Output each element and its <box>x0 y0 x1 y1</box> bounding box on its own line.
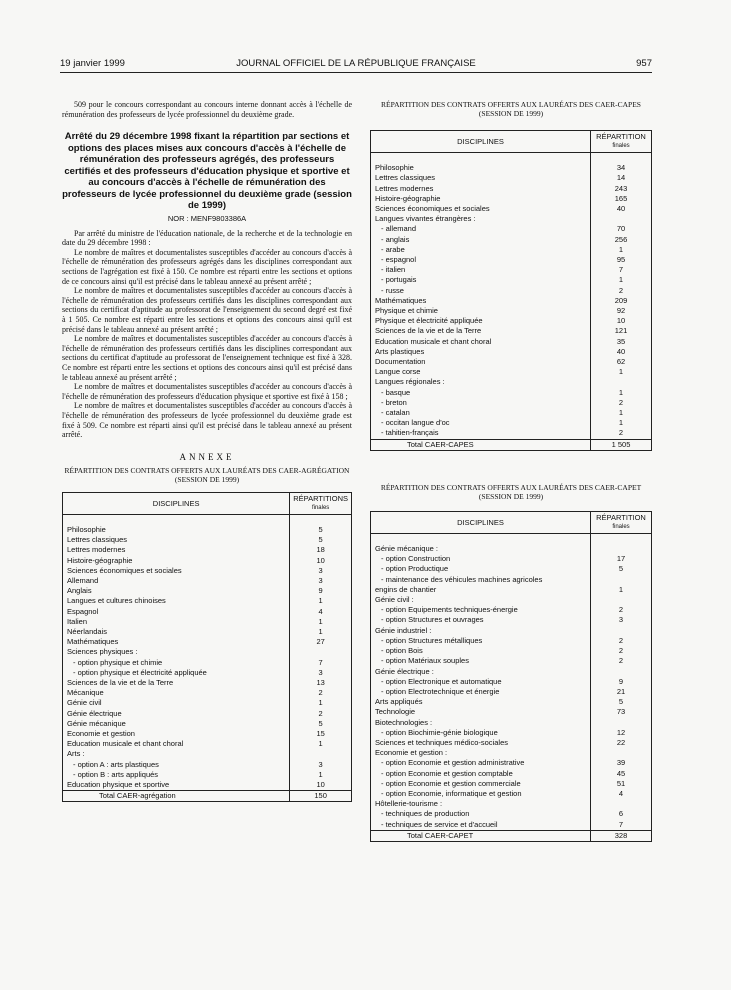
discipline-value: 2 <box>290 688 352 698</box>
agregation-body <box>63 514 352 802</box>
table-row <box>371 337 652 347</box>
table-row <box>371 626 652 636</box>
discipline-value: 1 <box>591 275 652 285</box>
table-row <box>63 770 352 780</box>
table-row <box>63 658 352 668</box>
table-row <box>63 678 352 688</box>
discipline-value <box>591 544 652 554</box>
page-number: 957 <box>636 58 652 69</box>
agregation-table-title: RÉPARTITION DES CONTRATS OFFERTS AUX LAURÉATS DES CAER-AGRÉGATION (SESSION DE 1999) <box>64 465 350 484</box>
table-row <box>371 163 652 173</box>
discipline-value: 10 <box>290 780 352 791</box>
discipline-value: 1 <box>290 627 352 637</box>
table-row <box>63 780 352 791</box>
discipline-label: - option Economie et gestion commerciale <box>381 778 521 788</box>
discipline-label: - portugais <box>381 275 417 285</box>
discipline-label: Génie mécanique : <box>375 544 438 554</box>
table-row <box>371 235 652 245</box>
discipline-value: 1 <box>290 617 352 627</box>
table-row <box>371 728 652 738</box>
discipline-value: 12 <box>591 728 652 738</box>
discipline-label: Biotechnologies : <box>375 717 433 727</box>
arrete-paragraph: Le nombre de maîtres et documentalistes susceptibles d'accéder au concours d'accès à l'échelle de rémunération des professeurs agrégés dans les disciplines correspondant aux sections de l'agrégation est fixé à 150. Ce nombre est réparti entre les sections et options de ce concours ainsi qu'il est précisé dans le tableau annexé au présent arrêté ; <box>62 247 352 286</box>
discipline-value: 21 <box>591 687 652 697</box>
discipline-label: - option Structures et ouvrages <box>381 615 484 625</box>
discipline-label: Economie et gestion <box>67 729 135 738</box>
discipline-label: - option physique et électricité appliquée <box>73 667 207 677</box>
discipline-label: - techniques de production <box>381 809 470 819</box>
discipline-label: Physique et électricité appliquée <box>375 316 483 326</box>
discipline-value: 5 <box>290 719 352 729</box>
capet-body <box>371 533 652 841</box>
discipline-label: Sciences de la vie et de la Terre <box>67 677 174 687</box>
discipline-label: - option Economie, informatique et gestion <box>381 788 522 798</box>
table-row <box>371 357 652 367</box>
discipline-value <box>591 667 652 677</box>
discipline-value: 15 <box>290 729 352 739</box>
arrete-paragraph: Le nombre de maîtres et documentalistes susceptibles d'accéder au concours d'accès à l'échelle de rémunération des professeurs de lycée professionnel du deuxième grade est fixé à 509. Ce nombre est réparti ainsi qu'il est précisé dans le tableau annexé au présent arrêté. <box>62 401 352 440</box>
discipline-label: - option Economie et gestion comptable <box>381 768 513 778</box>
discipline-label: Langues et cultures chinoises <box>67 596 166 606</box>
col-header-disciplines: DISCIPLINES <box>371 131 591 153</box>
table-row <box>63 760 352 770</box>
discipline-label: Langues vivantes étrangères : <box>375 214 476 224</box>
discipline-value: 2 <box>591 428 652 439</box>
table-row <box>371 245 652 255</box>
discipline-label: - option Structures métalliques <box>381 635 483 645</box>
discipline-value: 121 <box>591 326 652 336</box>
table-row <box>63 668 352 678</box>
annexe-heading: ANNEXE <box>179 451 235 462</box>
table-row <box>63 556 352 566</box>
table-row <box>371 605 652 615</box>
table-row <box>371 789 652 799</box>
discipline-label: - anglais <box>381 234 410 244</box>
table-row <box>371 306 652 316</box>
discipline-value: 35 <box>591 337 652 347</box>
table-row <box>63 749 352 759</box>
discipline-label: Génie électrique <box>67 708 122 718</box>
table-row <box>371 204 652 214</box>
table-row <box>371 667 652 677</box>
total-row <box>371 439 652 450</box>
arrete-title: Arrêté du 29 décembre 1998 fixant la répartition par sections et options des places mises aux concours d'accès à l'échelle de rémunération des professeurs agrégés, des professeurs certifiés et des professeurs d'éducation physique et sportive et au concours d'accès à l'échelle de rémunération des professeurs de lycée professionnel du deuxième grade (session de 1999) <box>62 131 352 212</box>
discipline-label: Italien <box>67 616 88 626</box>
discipline-label: Allemand <box>67 575 99 585</box>
discipline-value: 5 <box>591 564 652 574</box>
discipline-label: - option A : arts plastiques <box>73 759 159 769</box>
discipline-value: 2 <box>591 636 652 646</box>
table-row <box>371 595 652 605</box>
discipline-label: Néerlandais <box>67 626 108 636</box>
discipline-label: - tahitien-français <box>381 428 439 438</box>
issue-date: 19 janvier 1999 <box>60 58 125 69</box>
discipline-value: 4 <box>591 789 652 799</box>
discipline-value: 7 <box>591 265 652 275</box>
total-value: 1 505 <box>591 439 652 450</box>
discipline-value: 13 <box>290 678 352 688</box>
discipline-label: - espagnol <box>381 255 417 265</box>
discipline-label: Economie et gestion : <box>375 748 448 758</box>
discipline-value <box>591 748 652 758</box>
discipline-value: 165 <box>591 194 652 204</box>
discipline-label: Espagnol <box>67 606 99 616</box>
discipline-value: 5 <box>290 525 352 535</box>
discipline-value: 4 <box>290 607 352 617</box>
discipline-value: 1 <box>290 739 352 749</box>
table-row <box>63 637 352 647</box>
discipline-value: 1 <box>591 367 652 377</box>
discipline-value: 40 <box>591 204 652 214</box>
journal-title: JOURNAL OFFICIEL DE LA RÉPUBLIQUE FRANÇAISE <box>236 58 476 69</box>
discipline-value <box>591 575 652 585</box>
table-row <box>63 596 352 606</box>
table-row <box>63 709 352 719</box>
discipline-value: 3 <box>290 566 352 576</box>
table-row <box>371 428 652 439</box>
discipline-value: 3 <box>290 760 352 770</box>
discipline-value <box>591 626 652 636</box>
total-label: Total CAER-CAPES <box>371 439 591 450</box>
discipline-value: 27 <box>290 637 352 647</box>
discipline-label: - breton <box>381 397 407 407</box>
discipline-label: - option Productique <box>381 564 449 574</box>
capes-table-title: RÉPARTITION DES CONTRATS OFFERTS AUX LAURÉATS DES CAER-CAPES (SESSION DE 1999) <box>381 100 641 118</box>
discipline-value: 18 <box>290 545 352 555</box>
discipline-value: 5 <box>591 697 652 707</box>
discipline-label: Education physique et sportive <box>67 780 170 790</box>
discipline-label: Sciences économiques et sociales <box>67 565 182 575</box>
discipline-value: 14 <box>591 173 652 183</box>
discipline-label: Education musicale et chant choral <box>67 739 184 749</box>
discipline-label: - techniques de service et d'accueil <box>381 819 498 829</box>
table-row <box>371 347 652 357</box>
discipline-label: Sciences et techniques médico-sociales <box>375 737 508 747</box>
table-row <box>371 275 652 285</box>
discipline-label: - maintenance des véhicules machines agricoles <box>381 574 543 584</box>
discipline-label: - option physique et chimie <box>73 657 163 667</box>
discipline-label: - option B : arts appliqués <box>73 769 159 779</box>
total-row <box>63 791 352 802</box>
table-row <box>371 184 652 194</box>
table-row <box>371 575 652 585</box>
discipline-value: 1 <box>290 698 352 708</box>
discipline-label: Mathématiques <box>375 295 427 305</box>
discipline-value: 39 <box>591 758 652 768</box>
table-row <box>371 377 652 387</box>
table-row <box>371 687 652 697</box>
discipline-label: - option Construction <box>381 554 451 564</box>
arrete-paragraph: Par arrêté du ministre de l'éducation nationale, de la recherche et de la technologie en date du 29 décembre 1998 : <box>62 228 352 248</box>
discipline-label: - allemand <box>381 224 417 234</box>
discipline-label: - option Economie et gestion administrative <box>381 758 525 768</box>
discipline-value: 10 <box>591 316 652 326</box>
discipline-value: 62 <box>591 357 652 367</box>
total-value: 150 <box>290 791 352 802</box>
capet-table-title: RÉPARTITION DES CONTRATS OFFERTS AUX LAURÉATS DES CAER-CAPET (SESSION DE 1999) <box>380 482 642 501</box>
table-row <box>63 729 352 739</box>
table-row <box>63 617 352 627</box>
discipline-value: 9 <box>591 677 652 687</box>
discipline-value <box>591 799 652 809</box>
discipline-value <box>591 718 652 728</box>
discipline-label: Histoire-géographie <box>67 555 133 565</box>
total-row <box>371 830 652 841</box>
discipline-label: Physique et chimie <box>375 306 438 316</box>
table-row <box>371 769 652 779</box>
table-row <box>371 615 652 625</box>
discipline-label: Génie industriel : <box>375 625 432 635</box>
discipline-label: Arts plastiques <box>375 346 425 356</box>
discipline-value: 70 <box>591 224 652 234</box>
intro-paragraph: 509 pour le concours correspondant au concours interne donnant accès à l'échelle de rémunération des professeurs de lycée professionnel du deuxième grade. <box>62 100 352 119</box>
col-header-disciplines: DISCIPLINES <box>371 511 591 533</box>
discipline-label: - basque <box>381 387 411 397</box>
col-header-repartition: RÉPARTITION finales <box>591 511 652 533</box>
discipline-label: Philosophie <box>67 524 106 534</box>
discipline-label: - option Bois <box>381 646 423 656</box>
table-row <box>371 265 652 275</box>
discipline-label: - option Electronique et automatique <box>381 676 502 686</box>
capes-body <box>371 153 652 451</box>
discipline-label: Langue corse <box>375 367 421 377</box>
right-column <box>370 100 652 842</box>
table-row <box>371 326 652 336</box>
table-row <box>371 636 652 646</box>
discipline-value: 2 <box>591 286 652 296</box>
discipline-value: 2 <box>591 656 652 666</box>
discipline-value: 9 <box>290 586 352 596</box>
table-row <box>371 758 652 768</box>
table-row <box>63 688 352 698</box>
header-rule <box>60 72 652 73</box>
table-row <box>371 809 652 819</box>
discipline-value: 10 <box>290 556 352 566</box>
discipline-label: - catalan <box>381 408 410 418</box>
table-row <box>63 545 352 555</box>
table-row <box>371 656 652 666</box>
table-row <box>371 585 652 595</box>
discipline-value: 1 <box>591 585 652 595</box>
discipline-value: 34 <box>591 163 652 173</box>
table-row <box>371 296 652 306</box>
discipline-label: Mécanique <box>67 688 104 698</box>
col-header-repartitions: RÉPARTITIONS finales <box>290 492 352 514</box>
discipline-label: - occitan langue d'oc <box>381 418 450 428</box>
table-row <box>371 748 652 758</box>
discipline-value: 7 <box>591 820 652 831</box>
arrete-paragraph: Le nombre de maîtres et documentalistes susceptibles d'accéder au concours d'accès à l'échelle de rémunération des professeurs d'éducation physique et sportive est fixé à 158 ; <box>62 382 352 401</box>
table-row <box>371 367 652 377</box>
discipline-label: Arts appliqués <box>375 697 423 707</box>
discipline-label: Lettres modernes <box>67 545 126 555</box>
discipline-label: Génie électrique : <box>375 666 434 676</box>
table-row <box>63 607 352 617</box>
table-row <box>371 255 652 265</box>
discipline-value: 6 <box>591 809 652 819</box>
discipline-value <box>290 749 352 759</box>
discipline-label: - italien <box>381 265 406 275</box>
table-row <box>63 586 352 596</box>
table-row <box>63 535 352 545</box>
discipline-value: 51 <box>591 779 652 789</box>
nor-reference: NOR : MENF9803386A <box>167 213 247 223</box>
total-label: Total CAER-agrégation <box>63 791 290 802</box>
discipline-value: 92 <box>591 306 652 316</box>
discipline-label: Sciences économiques et sociales <box>375 204 490 213</box>
table-row <box>371 820 652 831</box>
table-row <box>63 719 352 729</box>
table-row <box>371 408 652 418</box>
discipline-value: 3 <box>290 576 352 586</box>
discipline-label: Lettres classiques <box>375 173 436 183</box>
total-value: 328 <box>591 830 652 841</box>
discipline-value: 256 <box>591 235 652 245</box>
discipline-value: 1 <box>591 388 652 398</box>
discipline-label: Education musicale et chant choral <box>375 336 492 346</box>
discipline-value: 17 <box>591 554 652 564</box>
discipline-value: 2 <box>591 605 652 615</box>
discipline-value: 73 <box>591 707 652 717</box>
table-row <box>371 707 652 717</box>
discipline-value: 1 <box>591 408 652 418</box>
discipline-label: - option Equipements techniques-énergie <box>381 605 518 615</box>
table-row <box>371 564 652 574</box>
table-row <box>63 698 352 708</box>
discipline-label: Mathématiques <box>67 637 119 647</box>
table-row <box>371 738 652 748</box>
page-header <box>60 58 652 72</box>
discipline-label: Philosophie <box>375 163 414 173</box>
discipline-value: 3 <box>290 668 352 678</box>
discipline-label: Lettres modernes <box>375 183 434 193</box>
table-row <box>371 718 652 728</box>
table-row <box>63 566 352 576</box>
table-row <box>371 286 652 296</box>
table-row <box>371 677 652 687</box>
table-row <box>371 388 652 398</box>
discipline-label: Hôtellerie-tourisme : <box>375 799 443 809</box>
discipline-label: Langues régionales : <box>375 377 445 387</box>
left-column <box>62 100 352 802</box>
table-row <box>371 214 652 224</box>
discipline-value: 45 <box>591 769 652 779</box>
table-row <box>371 173 652 183</box>
discipline-label: Anglais <box>67 586 92 596</box>
capes-table <box>370 130 652 451</box>
table-row <box>371 697 652 707</box>
discipline-label: Histoire-géographie <box>375 193 441 203</box>
table-row <box>371 316 652 326</box>
discipline-value <box>591 377 652 387</box>
table-row <box>371 799 652 809</box>
discipline-value: 2 <box>591 646 652 656</box>
discipline-label: Technologie <box>375 707 416 717</box>
discipline-label: Génie civil : <box>375 595 414 605</box>
table-row <box>371 418 652 428</box>
discipline-label: Arts : <box>67 749 85 759</box>
discipline-label: Génie mécanique <box>67 718 126 728</box>
total-label: Total CAER-CAPET <box>371 830 591 841</box>
discipline-label: - arabe <box>381 244 405 254</box>
table-row <box>371 554 652 564</box>
discipline-value: 2 <box>591 398 652 408</box>
table-row <box>63 739 352 749</box>
discipline-label: Sciences de la vie et de la Terre <box>375 326 482 336</box>
agregation-table <box>62 492 352 803</box>
discipline-value: 2 <box>290 709 352 719</box>
discipline-value: 1 <box>290 770 352 780</box>
arrete-paragraph: Le nombre de maîtres et documentalistes susceptibles d'accéder au concours d'accès à l'échelle de rémunération des professeurs certifiés dans les disciplines correspondant aux sections du certificat d'aptitude au professorat de l'enseignement technique est fixé à 328. Ce nombre est réparti entre les sections et options des concours ainsi qu'il est précisé dans le tableau annexé au présent arrêté ; <box>62 334 352 382</box>
discipline-value: 243 <box>591 184 652 194</box>
discipline-value <box>591 214 652 224</box>
discipline-value: 1 <box>591 245 652 255</box>
discipline-label: Documentation <box>375 357 426 367</box>
discipline-label: - option Electrotechnique et énergie <box>381 686 500 696</box>
capet-table <box>370 511 652 842</box>
col-header-repartition: RÉPARTITION finales <box>591 131 652 153</box>
discipline-value: 40 <box>591 347 652 357</box>
discipline-label: engins de chantier <box>375 584 437 594</box>
discipline-label: Génie civil <box>67 698 102 708</box>
table-row <box>63 627 352 637</box>
discipline-label: Lettres classiques <box>67 535 128 545</box>
table-row <box>371 194 652 204</box>
table-row <box>371 646 652 656</box>
table-row <box>371 398 652 408</box>
table-row <box>371 544 652 554</box>
table-row <box>63 647 352 657</box>
discipline-value: 1 <box>591 418 652 428</box>
discipline-value: 95 <box>591 255 652 265</box>
discipline-value: 1 <box>290 596 352 606</box>
discipline-value: 209 <box>591 296 652 306</box>
discipline-label: - russe <box>381 285 404 295</box>
discipline-value: 22 <box>591 738 652 748</box>
discipline-label: Sciences physiques : <box>67 647 138 657</box>
col-header-disciplines: DISCIPLINES <box>63 492 290 514</box>
discipline-value <box>591 595 652 605</box>
discipline-label: - option Biochimie-génie biologique <box>381 727 498 737</box>
table-row <box>63 576 352 586</box>
table-row <box>371 779 652 789</box>
discipline-value: 5 <box>290 535 352 545</box>
table-row <box>63 525 352 535</box>
arrete-paragraph: Le nombre de maîtres et documentalistes susceptibles d'accéder au concours d'accès à l'échelle de rémunération des professeurs certifiés dans les disciplines correspondant aux sections du certificat d'aptitude au professorat de l'enseignement du second degré est fixé à 1 505. Ce nombre est réparti entre les sections et options des concours ainsi qu'il est précisé dans le tableau annexé au présent arrêté ; <box>62 286 352 334</box>
table-row <box>371 224 652 234</box>
discipline-label: - option Matériaux souples <box>381 656 469 666</box>
discipline-value: 3 <box>591 615 652 625</box>
discipline-value <box>290 647 352 657</box>
discipline-value: 7 <box>290 658 352 668</box>
